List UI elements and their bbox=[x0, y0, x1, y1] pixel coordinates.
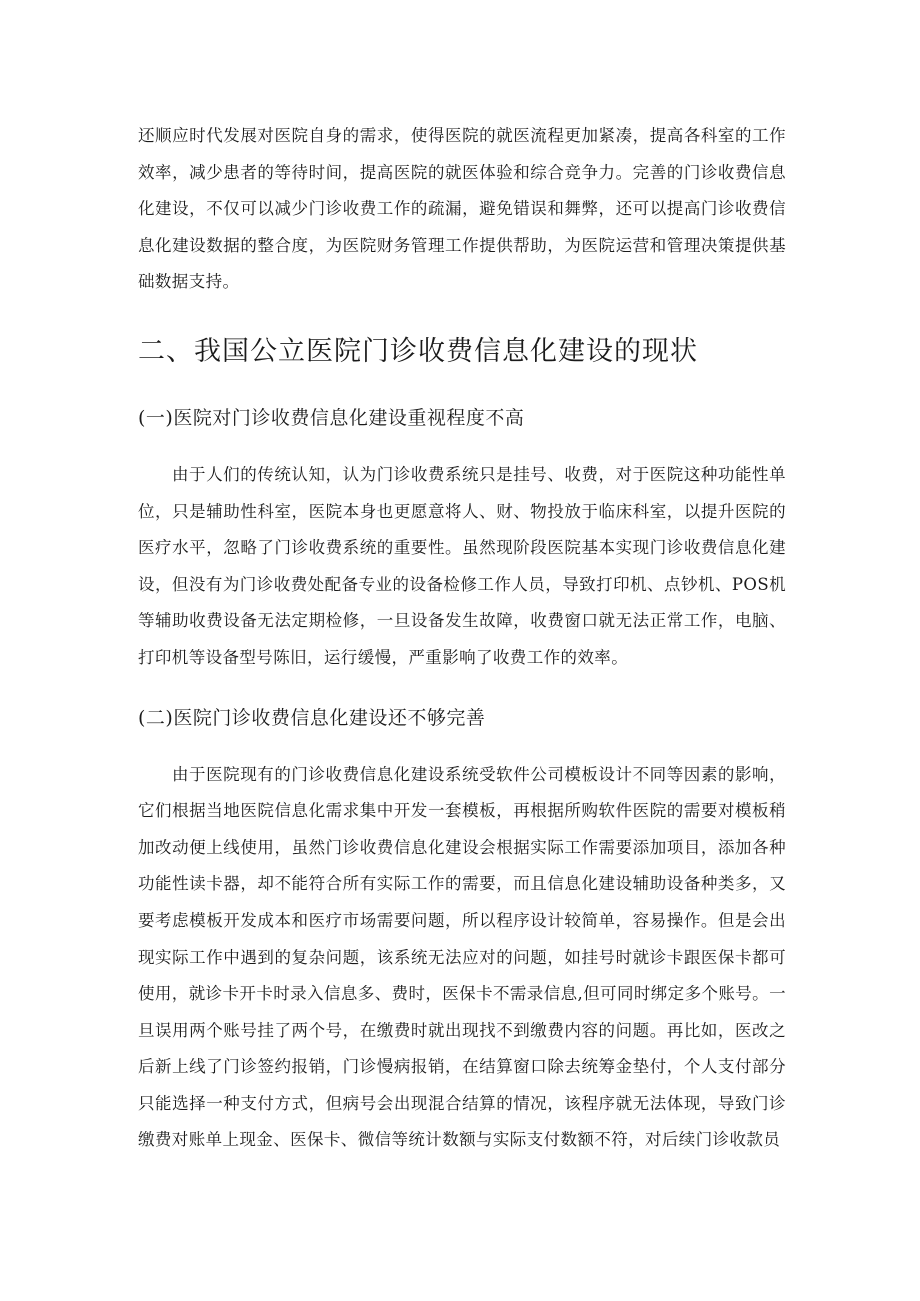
subsection-paragraph-1: 由于人们的传统认知，认为门诊收费系统只是挂号、收费，对于医院这种功能性单位，只是辅助性科室，医院本身也更愿意将人、财、物投放于临床科室，以提升医院的医疗水平，忽略了门诊收费系统的重要性。虽然现阶段医院基本实现门诊收费信息化建设，但没有为门诊收费处配备专业的设备检修工作人员，导致打印机、点钞机、POS机等辅助收费设备无法定期检修，一旦设备发生故障，收费窗口就无法正常工作，电脑、打印机等设备型号陈旧，运行缓慢，严重影响了收费工作的效率。 bbox=[138, 464, 786, 667]
subsection-heading-1: (一)医院对门诊收费信息化建设重视程度不高 bbox=[138, 406, 525, 429]
document-page bbox=[138, 118, 786, 1159]
section-heading: 二、我国公立医院门诊收费信息化建设的现状 bbox=[138, 335, 698, 367]
intro-paragraph: 还顺应时代发展对医院自身的需求，使得医院的就医流程更加紧凑，提高各科室的工作效率，减少患者的等待时间，提高医院的就医体验和综合竞争力。完善的门诊收费信息化建设，不仅可以减少门诊收费工作的疏漏，避免错误和舞弊，还可以提高门诊收费信息化建设数据的整合度，为医院财务管理工作提供帮助，为医院运营和管理决策提供基础数据支持。 bbox=[138, 126, 786, 292]
subsection-heading-2: (二)医院门诊收费信息化建设还不够完善 bbox=[138, 706, 486, 729]
subsection-paragraph-2: 由于医院现有的门诊收费信息化建设系统受软件公司模板设计不同等因素的影响，它们根据当地医院信息化需求集中开发一套模板，再根据所购软件医院的需要对模板稍加改动便上线使用，虽然门诊收费信息化建设会根据实际工作需要添加项目，添加各种功能性读卡器，却不能符合所有实际工作的需要，而且信息化建设辅助设备种类多，又要考虑模板开发成本和医疗市场需要问题，所以程序设计较简单，容易操作。但是会出现实际工作中遇到的复杂问题，该系统无法应对的问题，如挂号时就诊卡跟医保卡都可使用，就诊卡开卡时录入信息多、费时，医保卡不需录信息,但可同时绑定多个账号。一旦误用两个账号挂了两个号，在缴费时就出现找不到缴费内容的问题。再比如，医改之后新上线了门诊签约报销，门诊慢病报销，在结算窗口除去统筹金垫付，个人支付部分只能选择一种支付方式，但病号会出现混合结算的情况，该程序就无法体现，导致门诊缴费对账单上现金、医保卡、微信等统计数额与实际支付数额不符，对后续门诊收款员 bbox=[138, 764, 786, 1150]
